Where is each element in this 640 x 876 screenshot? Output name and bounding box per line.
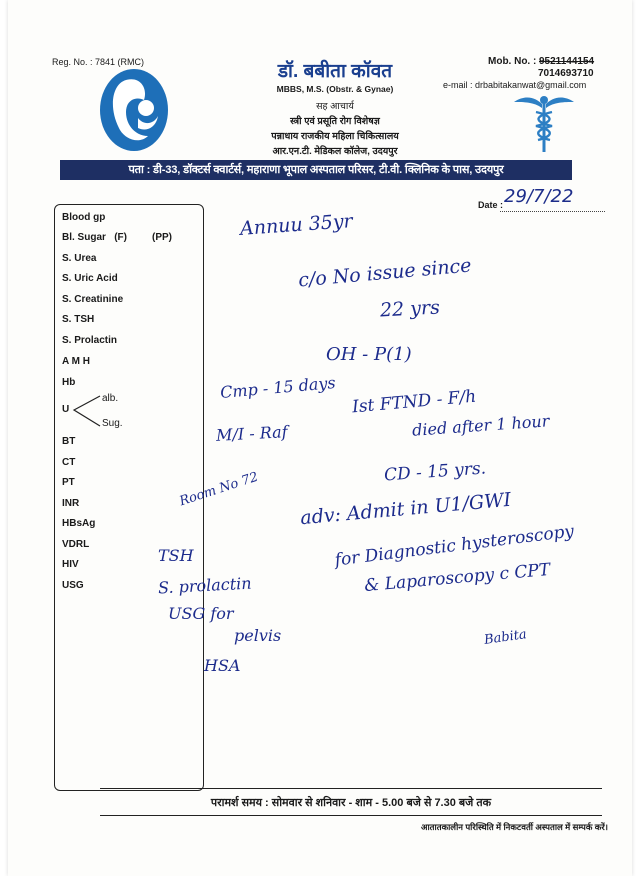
hw-obstetric-history: OH - P(1) [326,344,412,365]
test-ct: CT [62,457,76,468]
doctor-degrees: MBBS, M.S. (Obstr. & Gynae) [276,84,394,94]
footer-bottom-rule [100,815,602,816]
emergency-note: आतातकालीन परिस्थिति में निकटवर्ती अस्पताल में सम्पर्क करें। [421,822,608,832]
test-prolactin: S. Prolactin [62,335,118,346]
test-creatinine: S. Creatinine [62,294,124,305]
mother-child-logo-icon [96,66,176,154]
address-bar: पता : डी-33, डॉक्टर्स क्वार्टर्स, महाराणा भूपाल अस्पताल परिसर, टी.वी. क्लिनिक के पास, उदयपुर [60,160,572,180]
hw-room-number: Room No 72 [177,469,261,510]
test-blood-group: Blood gp [62,212,106,223]
test-urine-albumin: alb. [102,393,119,404]
hw-mi: M/I - Raf [215,422,288,445]
hw-complaint: c/o No issue since [297,254,473,292]
consultation-hours: परामर्श समय : सोमवार से शनिवार - शाम - 5.00 बजे से 7.30 बजे तक [210,797,492,809]
urine-bracket [72,394,102,428]
date-line [500,211,605,212]
test-amh: A M H [62,356,90,367]
mobile-number: 7014693710 [538,68,594,79]
registration-number: Reg. No. : 7841 (RMC) [52,57,145,67]
test-hb: Hb [62,377,76,388]
hw-procedure-2: & Laparoscopy c CPT [363,559,551,597]
hw-cd: CD - 15 yrs. [383,458,487,486]
test-inr: INR [62,498,80,509]
hw-procedure: for Diagnostic hysteroscopy [333,521,576,571]
email-address: e-mail : drbabitakanwat@gmail.com [443,80,587,90]
mobile-label: Mob. No. : [488,56,537,67]
footer-top-rule [100,788,602,789]
test-bt: BT [62,436,76,447]
doctor-signature: Babita [483,627,528,648]
hw-first-delivery-note: died after 1 hour [411,411,550,440]
hw-side-tsh: TSH [158,546,194,565]
test-vdrl: VDRL [62,539,90,550]
test-urine: U [62,404,70,415]
mobile-number-struck: 9521144154 [539,56,595,67]
hw-side-hsa: HSA [204,656,241,675]
handwritten-date: 29/7/22 [504,186,574,207]
prescription-page [8,0,632,876]
hw-side-pelvis: pelvis [234,626,282,645]
test-urea: S. Urea [62,253,97,264]
date-label: Date : [478,200,504,210]
test-pt: PT [62,477,75,488]
test-hbsag: HBsAg [62,518,96,529]
hw-complaint-duration: 22 yrs [379,296,441,322]
caduceus-icon [512,92,576,154]
hw-side-usg: USG for [168,604,234,623]
doctor-designation: सह आचार्य [316,101,354,112]
test-uric-acid: S. Uric Acid [62,273,118,284]
college-name: आर.एन.टी. मेडिकल कॉलेज, उदयपुर [272,146,398,157]
hospital-name: पन्नाधाय राजकीय महिला चिकित्सालय [271,131,399,142]
hw-first-delivery: Ist FTND - F/h [351,386,477,418]
doctor-name: डॉ. बबीता कॉवत [277,61,393,82]
hw-side-prolactin: S. prolactin [157,573,252,598]
test-blood-sugar: Bl. Sugar (F) (PP) [62,232,173,243]
test-tsh: S. TSH [62,314,95,325]
hw-advice: adv: Admit in U1/GWI [299,488,512,530]
test-usg: USG [62,580,84,591]
test-urine-sugar: Sug. [102,418,123,429]
hw-menstrual-cycle: Cmp - 15 days [219,372,337,403]
doctor-specialty: स्त्री एवं प्रसूति रोग विशेषज्ञ [290,116,380,127]
test-hiv: HIV [62,559,79,570]
hw-patient: Annuu 35yr [239,210,354,240]
